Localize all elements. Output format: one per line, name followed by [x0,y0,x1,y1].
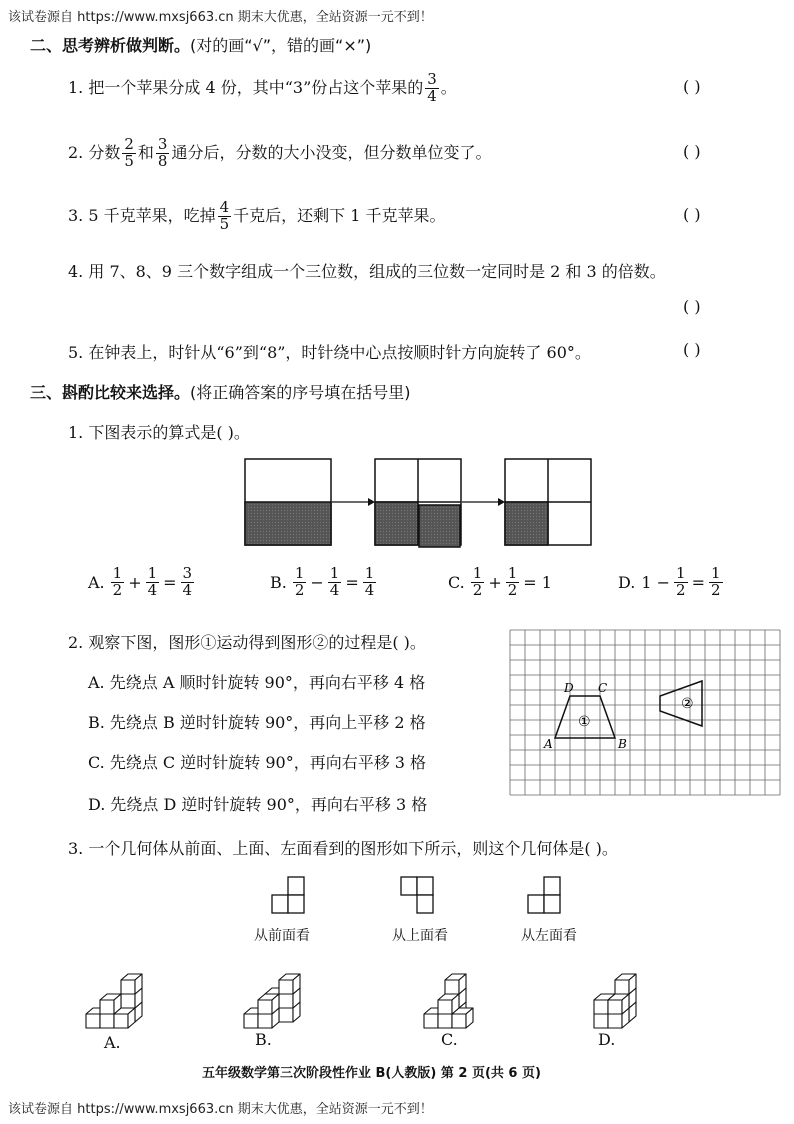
cube [445,974,466,994]
solid-label-a: A. [104,1033,121,1052]
section-2-note: (对的画“√”，错的画“×”) [190,36,372,55]
q3-end: 千克后，还剩下 1 千克苹果。 [233,205,446,225]
denominator: 2 [294,580,305,599]
cube [608,994,629,1014]
numerator: 3 [157,135,168,153]
judge-question-3 [68,200,446,233]
numerator: 2 [124,135,134,153]
point-a-label: A [544,737,553,751]
watermark-bottom: 该试卷源自 https://www.mxsj663.cn 期末大优惠，全站资源一元不到！ [8,1102,433,1117]
operator: − [310,572,324,592]
operator: = [345,572,359,592]
denominator: 8 [157,151,168,170]
solid-label-b: B. [255,1030,272,1049]
left-view [528,876,578,916]
cube [100,994,121,1014]
point-d-label: D [564,681,574,695]
fraction [111,566,125,599]
q3-text: 3. 5 千克苹果，吃掉 [68,205,216,225]
operator: 1 − [641,572,671,592]
q2-and: 和 [137,142,154,162]
fraction [218,200,232,233]
section-3-title [30,380,411,403]
point-c-label: C [598,681,608,695]
grid-transform-diagram [510,630,780,810]
watermark-top: 该试卷源自 https://www.mxsj663.cn 期末大优惠，全站资源一元不到！ [8,10,433,25]
page-footer: 五年级数学第三次阶段性作业 B(人教版) 第 2 页(共 6 页) [202,1066,541,1081]
cube [258,994,279,1014]
numerator: 1 [364,564,375,582]
judge-question-5: 5. 在钟表上，时针从“6”到“8”，时针绕中心点按顺时针方向旋转了 60°。 [68,343,591,362]
numerator: 3 [182,564,193,582]
numerator: 1 [112,564,123,582]
operator: + [488,572,502,592]
solid-d[interactable] [590,962,660,1032]
q2-option-a[interactable]: A. 先绕点 A 顺时针旋转 90°，再向右平移 4 格 [88,673,426,692]
numerator: 1 [472,564,483,582]
fraction [293,566,307,599]
denominator: 4 [147,580,158,599]
denominator: 4 [427,86,437,105]
operator: = [163,572,177,592]
option-label: A. [88,572,105,592]
view-label-top: 从上面看 [392,928,448,944]
fraction [122,137,136,170]
fraction [674,566,688,599]
answer-paren-4[interactable]: ( ) [683,297,701,316]
section-2-title [30,33,371,56]
numerator: 4 [219,198,230,216]
view-label-front: 从前面看 [254,928,310,944]
option-d[interactable] [618,566,725,599]
denominator: 4 [182,580,193,599]
solid-c[interactable] [420,958,500,1032]
judge-question-4: 4. 用 7、8、9 三个数字组成一个三位数，组成的三位数一定同时是 2 和 3 的倍数。 [68,262,666,281]
solid-b[interactable] [240,958,320,1032]
shape-1-label: ① [578,714,591,730]
q2-option-d[interactable]: D. 先绕点 D 逆时针旋转 90°，再向右平移 3 格 [88,795,428,814]
solid-a[interactable] [82,962,162,1032]
option-a[interactable] [88,566,196,599]
option-b[interactable] [270,566,378,599]
fraction [506,566,520,599]
choice-question-1: 1. 下图表示的算式是( )。 [68,423,250,442]
fraction [363,566,377,599]
numerator: 1 [710,564,721,582]
fraction [471,566,485,599]
numerator: 1 [147,564,158,582]
top-view [401,876,451,916]
numerator: 1 [329,564,340,582]
operator: + [128,572,142,592]
answer-paren-1[interactable]: ( ) [683,77,701,96]
answer-paren-3[interactable]: ( ) [683,205,701,224]
numerator: 1 [676,564,686,582]
fraction [328,566,342,599]
denominator: 2 [676,580,686,599]
fraction [146,566,160,599]
choice-question-2: 2. 观察下图，图形①运动得到图形②的过程是( )。 [68,633,426,652]
fraction [156,137,170,170]
fraction-square-diagram [244,458,594,548]
fraction [425,72,439,105]
cube [615,974,636,994]
judge-question-1 [68,72,457,105]
option-label: B. [270,572,287,592]
front-view [272,876,322,916]
section-3-title-text: 三、斟酌比较来选择。 [30,383,191,402]
denominator: 2 [710,580,721,599]
option-c[interactable] [448,566,554,599]
denominator: 2 [507,580,518,599]
judge-question-2 [68,137,491,170]
denominator: 5 [219,214,230,233]
solid-label-c: C. [441,1030,458,1049]
q1-text: 1. 把一个苹果分成 4 份，其中“3”份占这个苹果的 [68,77,424,97]
point-b-label: B [618,737,627,751]
denominator: 5 [124,151,134,170]
cube [279,974,300,994]
view-label-left: 从左面看 [521,928,577,944]
numerator: 1 [294,564,305,582]
fraction [181,566,195,599]
operator: = 1 [523,572,552,592]
solid-label-d: D. [598,1030,616,1049]
option-label: D. [618,572,636,592]
denominator: 2 [472,580,483,599]
option-label: C. [448,572,465,592]
section-3-note: (将正确答案的序号填在括号里) [190,383,411,402]
denominator: 2 [112,580,123,599]
operator: = [691,572,705,592]
q2-option-c[interactable]: C. 先绕点 C 逆时针旋转 90°，再向右平移 3 格 [88,753,427,772]
fraction [709,566,723,599]
cube [121,974,142,994]
q1-end: 。 [440,77,457,97]
cube [438,994,459,1014]
choice-question-3: 3. 一个几何体从前面、上面、左面看到的图形如下所示，则这个几何体是( )。 [68,839,618,858]
numerator: 1 [507,564,518,582]
answer-paren-2[interactable]: ( ) [683,142,701,161]
answer-paren-5[interactable]: ( ) [683,340,701,359]
q2-text: 2. 分数 [68,142,121,162]
shape-2-label: ② [681,696,694,712]
section-2-title-text: 二、思考辨析做判断。 [30,36,191,55]
denominator: 4 [329,580,340,599]
numerator: 3 [427,70,437,88]
denominator: 4 [364,580,375,599]
q2-option-b[interactable]: B. 先绕点 B 逆时针旋转 90°，再向上平移 2 格 [88,713,426,732]
q2-end: 通分后，分数的大小没变，但分数单位变了。 [171,142,492,162]
